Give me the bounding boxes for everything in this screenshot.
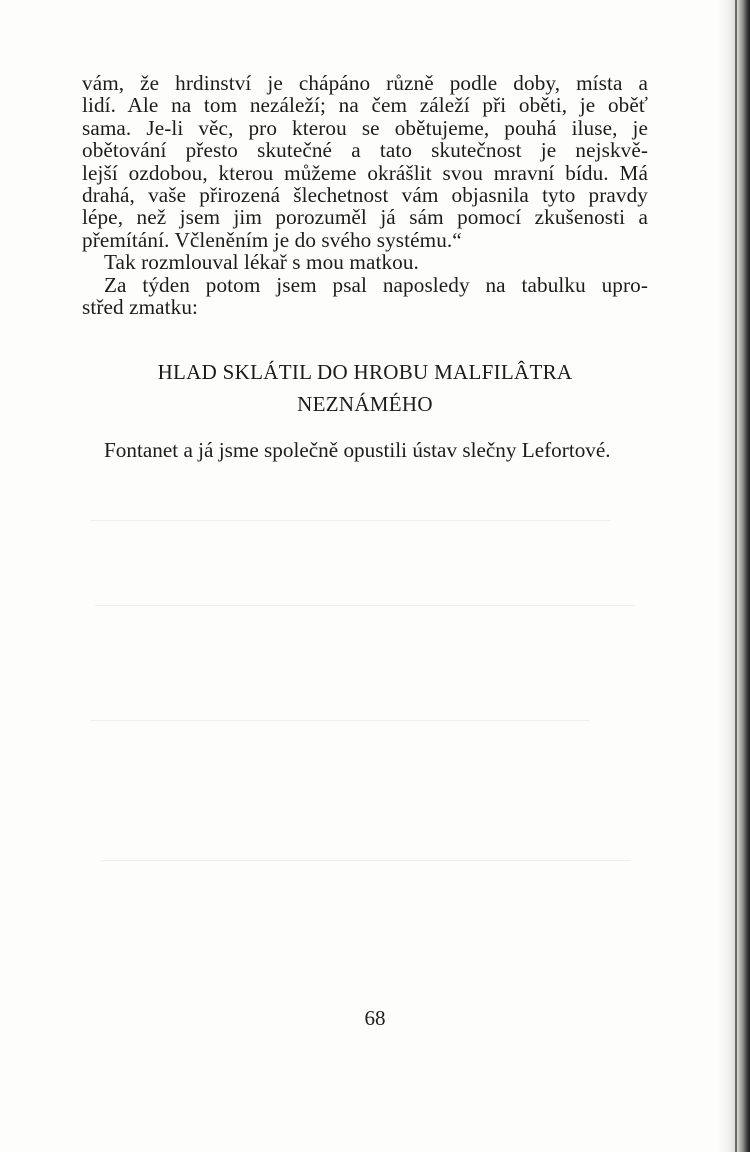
text-line: lidí. Ale na tom nezáleží; na čem záleží při oběti, je oběť [82,93,648,118]
text-line: lépe, než jsem jim porozuměl já sám pomocí zkušenosti a [82,205,648,230]
text-line: lejší ozdobou, kterou můžeme okrášlit svou mravní bídu. Má [82,160,648,185]
inscription-heading-line-2: NEZNÁMÉHO [297,392,433,416]
book-binding-edge [716,0,750,1152]
text-line: Tak rozmlouval lékař s mou matkou. [104,250,419,275]
bleed-through-mark [90,520,610,521]
text-line: přemítání. Včleněním je do svého systému.“ [82,227,462,252]
bleed-through-mark [90,720,590,721]
closing-sentence: Fontanet a já jsme společně opustili ústav slečny Lefortové. [104,438,611,462]
inscription-heading-line-1: HLAD SKLÁTIL DO HROBU MALFILÂTRA [157,360,573,384]
bleed-through-mark [95,605,635,606]
text-line: obětování přesto skutečné a tato skutečnost je nejskvě- [82,138,648,163]
text-line: Za týden potom jsem psal naposledy na tabulku upro- [104,272,648,297]
text-line: vám, že hrdinství je chápáno různě podle doby, místa a [82,71,648,95]
text-line: drahá, vaše přirozená šlechetnost vám objasnila tyto pravdy [82,182,648,207]
binding-shadow-line [735,0,737,1152]
page-number: 68 [364,1006,386,1030]
text-line: střed zmatku: [82,294,199,319]
bleed-through-mark [100,860,630,861]
body-text [82,72,648,318]
text-line: sama. Je-li věc, pro kterou se obětujeme, pouhá iluse, je [82,115,648,140]
